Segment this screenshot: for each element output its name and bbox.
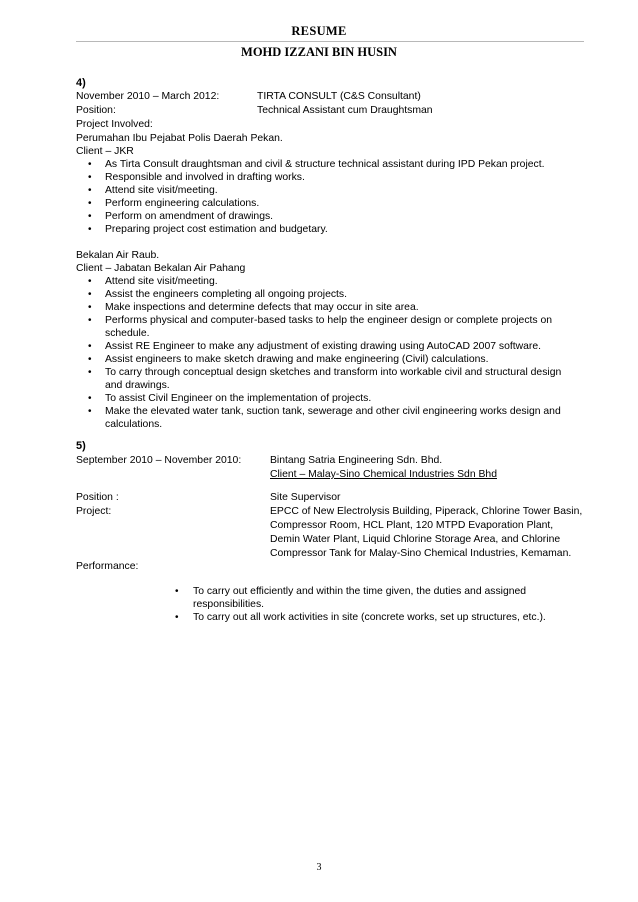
bullet-icon: • — [88, 406, 92, 417]
bullet-icon: • — [175, 586, 179, 597]
section5-client: Client – Malay-Sino Chemical Industries Sdn Bhd — [270, 469, 497, 480]
section5-position-value: Site Supervisor — [270, 492, 341, 503]
bullet-icon: • — [88, 211, 92, 222]
bullet-icon: • — [88, 354, 92, 365]
bullet-icon: • — [88, 341, 92, 352]
section4-position-value: Technical Assistant cum Draughtsman — [257, 105, 433, 116]
bullet-icon: • — [88, 198, 92, 209]
bullet-icon: • — [88, 302, 92, 313]
bullet-icon: • — [88, 172, 92, 183]
section4-position-label: Position: — [76, 105, 116, 116]
resume-page: RESUME MOHD IZZANI BIN HUSIN 4) November 2010 – March 2012: TIRTA CONSULT (C&S Consultant) Position: Technical Assistant cum Draughtsman Project Involved: Perumahan Ibu Pejabat Polis Daerah Pekan. Client – JKR • As Tirta Consult draughtsman and civil & structure technical assistant during IPD Pekan project. • Responsible and involved in drafting works. • Attend site visit/meeting. • Perform engineering calculations. • Perform on amendment of drawings. • Preparing project cost estimation and budgetary. Bekalan Air Raub. Client – Jabatan Bekalan Air Pahang • Attend site visit/meeting. • Assist the engineers completing all ongoing projects. • Make inspections and determine defects that may occur in site area. • Performs physical and computer-based tasks to help the engineer design or complete projects on schedule. • Assist RE Engineer to make any adjustment of existing drawing using AutoCAD 2007 software. • Assist engineers to make sketch drawing and make engineering (Civil) calculations. • To carry through conceptual design sketches and transform into workable civil and structural design and drawings. • To assist Civil Engineer on the implementation of projects. • Make the elevated water tank, suction tank, sewerage and other civil engineering works design and calculations. 5) September 2010 – November 2010: Bintang Satria Engineering Sdn. Bhd. Client – Malay-Sino Chemical Industries Sdn Bhd Position : Site Supervisor Project: EPCC of New Electrolysis Building, Piperack, Chlorine Tower Basin, Compressor Room, HCL Plant, 120 MTPD Evaporation Plant, Demin Water Plant, Liquid Chlorine Storage Area, and Chlorine Compressor Tank for Malay-Sino Chemical Industries, Kemaman. Performance: • To carry out efficiently and within the time given, the duties and assigned responsibilities. • To carry out all work activities in site (concrete works, set up structures, etc.). 3 — [0, 0, 638, 902]
bullet-icon: • — [88, 276, 92, 287]
bullet-icon: • — [88, 393, 92, 404]
section5-period: September 2010 – November 2010: — [76, 455, 242, 466]
section5-company: Bintang Satria Engineering Sdn. Bhd. — [270, 455, 443, 466]
resume-title: RESUME — [291, 24, 347, 38]
bullet-icon: • — [88, 159, 92, 170]
project2-client: Client – Jabatan Bekalan Air Pahang — [76, 263, 246, 274]
project1-name: Perumahan Ibu Pejabat Polis Daerah Pekan. — [76, 133, 283, 144]
project2-name: Bekalan Air Raub. — [76, 250, 160, 261]
bullet-icon: • — [88, 289, 92, 300]
section5-project-label: Project: — [76, 506, 112, 517]
section-number-5: 5) — [76, 440, 86, 452]
section4-company: TIRTA CONSULT (C&S Consultant) — [257, 91, 421, 102]
applicant-name: MOHD IZZANI BIN HUSIN — [241, 45, 397, 59]
bullet-icon: • — [175, 612, 179, 623]
performance-label: Performance: — [76, 561, 139, 572]
bullet-icon: • — [88, 315, 92, 326]
section-number-4: 4) — [76, 77, 86, 89]
project1-client: Client – JKR — [76, 146, 134, 157]
bullet-icon: • — [88, 185, 92, 196]
bullet-icon: • — [88, 224, 92, 235]
section4-project-label: Project Involved: — [76, 119, 153, 130]
section5-position-label: Position : — [76, 492, 119, 503]
page-number: 3 — [316, 862, 322, 873]
bullet-icon: • — [88, 367, 92, 378]
section4-period: November 2010 – March 2012: — [76, 91, 220, 102]
header-divider — [76, 41, 584, 42]
